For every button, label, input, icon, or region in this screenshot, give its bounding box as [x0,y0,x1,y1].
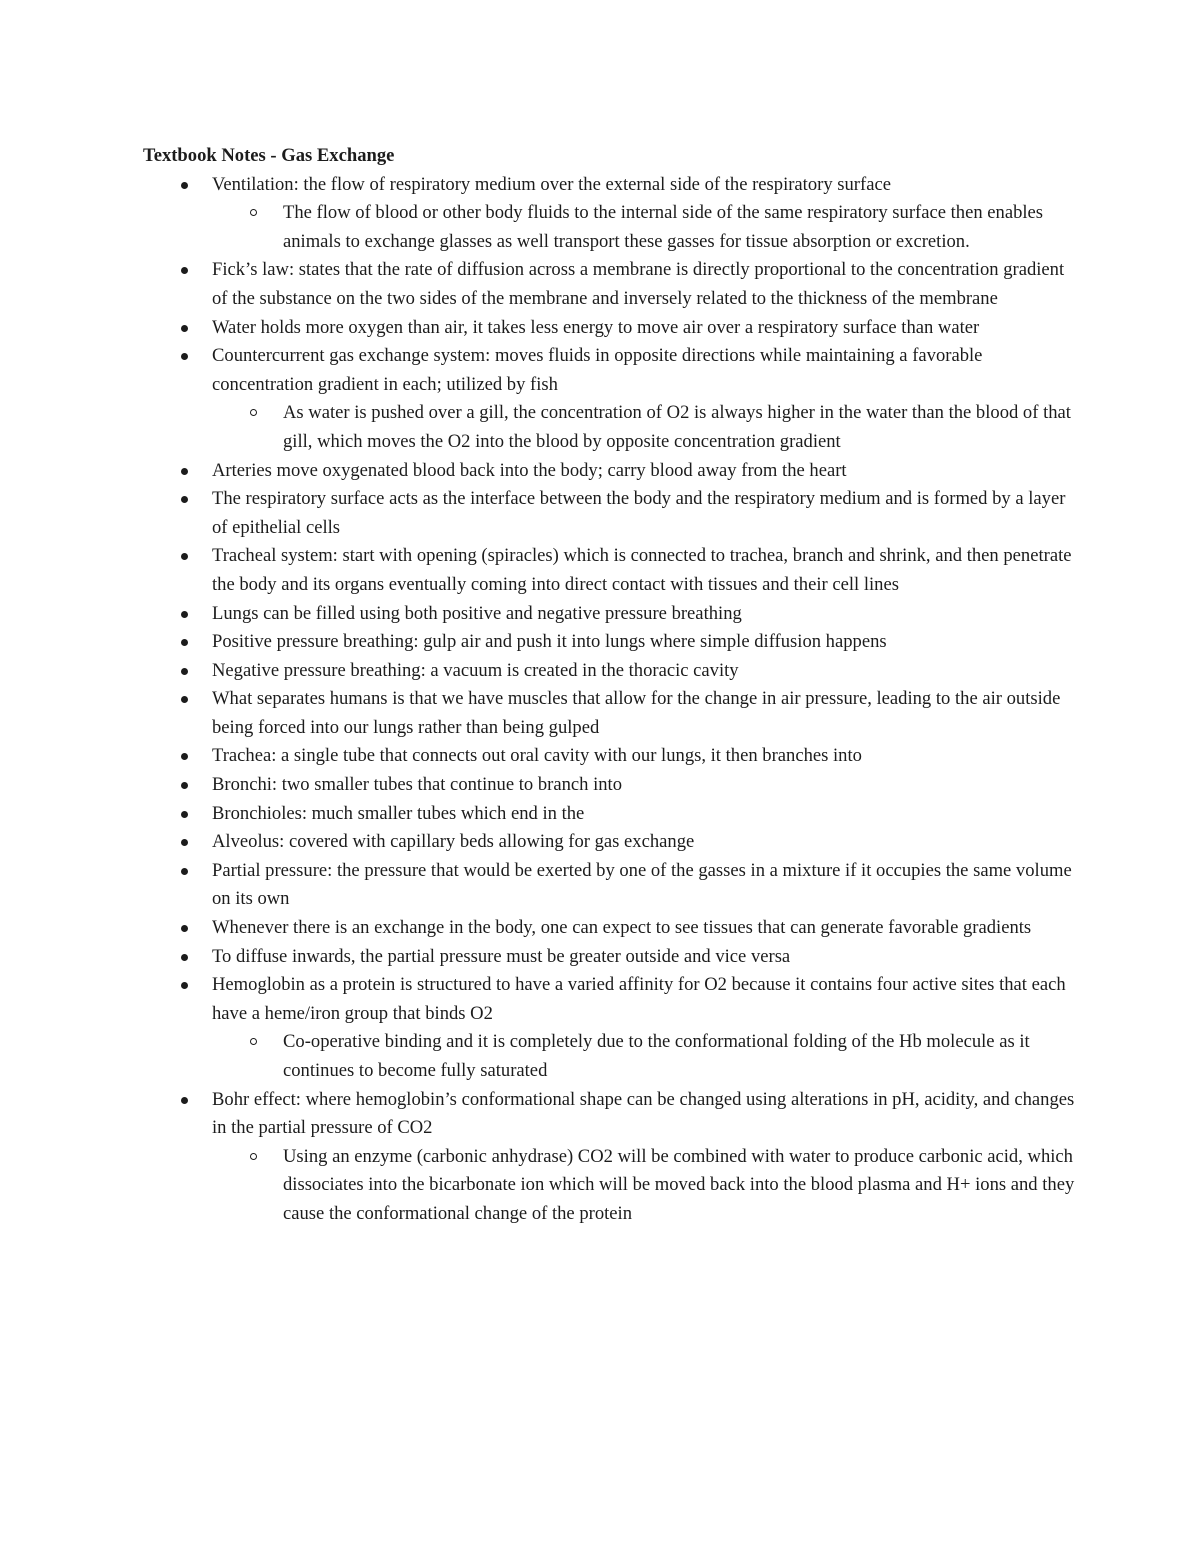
list-item-text: Bronchi: two smaller tubes that continue to branch into [212,774,623,796]
list-item [143,971,1083,1085]
list-item-text: Countercurrent gas exchange system: moves fluids in opposite directions while maintaining a favorable concentration gradient in each; utilized by fish [212,345,983,395]
list-item-text: Positive pressure breathing: gulp air and push it into lungs where simple diffusion happens [212,631,887,653]
hollow-bullet-icon [250,409,257,416]
list-item [143,657,1083,686]
sub-list [212,1028,1083,1085]
list-item [143,485,1083,542]
list-item-text: Bronchioles: much smaller tubes which end in the [212,802,585,824]
sub-list-item [212,1143,1083,1229]
sub-list-item-text: Using an enzyme (carbonic anhydrase) CO2 will be combined with water to produce carbonic acid, which dissociates into the bicarbonate ion which will be moved back into the blood plasma and H+ ions and they cause the conformational change of the protein [283,1145,1075,1224]
bullet-icon [181,811,188,818]
list-item-text: Partial pressure: the pressure that would be exerted by one of the gasses in a mixture if it occupies the same volume on its own [212,859,1072,910]
hollow-bullet-icon [250,1038,257,1045]
bullet-icon [181,696,188,703]
list-item [143,800,1083,829]
sub-list-item-text: Co-operative binding and it is completely due to the conformational folding of the Hb molecule as it continues to become fully saturated [283,1031,1030,1081]
list-item-text: Ventilation: the flow of respiratory medium over the external side of the respiratory surface [212,173,891,195]
bullet-icon [181,668,188,675]
list-item [143,857,1083,914]
bullet-icon [181,182,188,189]
bullet-icon [181,611,188,618]
list-item-text: Tracheal system: start with opening (spiracles) which is connected to trachea, branch and shrink, and then penetrate the body and its organs eventually coming into direct contact with tissues and their cell lines [212,545,1072,595]
list-item-text: Water holds more oxygen than air, it takes less energy to move air over a respiratory surface than water [212,316,980,338]
bullet-icon [181,267,188,274]
bullet-icon [181,753,188,760]
list-item-text: What separates humans is that we have muscles that allow for the change in air pressure, leading to the air outside being forced into our lungs rather than being gulped [212,688,1061,738]
bullet-icon [181,468,188,475]
list-item-text: Fick’s law: states that the rate of diffusion across a membrane is directly proportional to the concentration gradient of the substance on the two sides of the membrane and inversely related to the thickness of the membrane [212,259,1065,309]
bullet-icon [181,782,188,789]
list-item [143,771,1083,800]
list-item [143,914,1083,943]
bullet-icon [181,925,188,932]
bullet-icon [181,868,188,875]
bullet-icon [181,325,188,332]
list-item [143,256,1083,313]
list-item [143,542,1083,599]
hollow-bullet-icon [250,209,257,216]
list-item-text: Whenever there is an exchange in the body, one can expect to see tissues that can generate favorable gradients [212,917,1032,939]
bullet-icon [181,353,188,360]
list-item [143,685,1083,742]
list-item [143,742,1083,771]
sub-list [212,199,1083,256]
list-item [143,171,1083,257]
list-item-text: Lungs can be filled using both positive and negative pressure breathing [212,602,742,624]
bullet-icon [181,1097,188,1104]
list-item [143,628,1083,657]
sub-list-item-text: The flow of blood or other body fluids to the internal side of the same respiratory surface then enables animals to exchange glasses as well transport these gasses for tissue absorption or excretion. [283,202,1044,252]
bullet-icon [181,639,188,646]
sub-list-item [212,199,1083,256]
list-item-text: Arteries move oxygenated blood back into the body; carry blood away from the heart [212,459,847,481]
sub-list-item-text: As water is pushed over a gill, the concentration of O2 is always higher in the water than the blood of that gill, which moves the O2 into the blood by opposite concentration gradient [283,402,1071,452]
document-page [143,142,1083,1229]
bullet-icon [181,982,188,989]
list-item-text: Negative pressure breathing: a vacuum is created in the thoracic cavity [212,659,739,681]
list-item [143,600,1083,629]
list-item [143,457,1083,486]
bullet-icon [181,553,188,560]
list-item [143,1086,1083,1229]
list-item-text: The respiratory surface acts as the interface between the body and the respiratory medium and is formed by a layer of epithelial cells [212,488,1066,538]
list-item-text: Hemoglobin as a protein is structured to have a varied affinity for O2 because it contains four active sites that each have a heme/iron group that binds O2 [212,974,1066,1024]
bullet-icon [181,839,188,846]
bullet-icon [181,496,188,503]
sub-list-item [212,399,1083,456]
hollow-bullet-icon [250,1153,257,1160]
page-title: Textbook Notes - Gas Exchange [143,145,395,166]
list-item-text: Bohr effect: where hemoglobin’s conformational shape can be changed using alterations in pH, acidity, and changes in the partial pressure of CO2 [212,1088,1075,1139]
list-item [143,828,1083,857]
list-item-text: Alveolus: covered with capillary beds allowing for gas exchange [212,831,695,853]
list-item [143,342,1083,456]
sub-list-item [212,1028,1083,1085]
list-item-text: To diffuse inwards, the partial pressure must be greater outside and vice versa [212,945,791,967]
notes-list [143,171,1083,1229]
bullet-icon [181,954,188,961]
list-item [143,314,1083,343]
sub-list [212,1143,1083,1229]
list-item-text: Trachea: a single tube that connects out oral cavity with our lungs, it then branches into [212,745,862,767]
sub-list [212,399,1083,456]
list-item [143,943,1083,972]
